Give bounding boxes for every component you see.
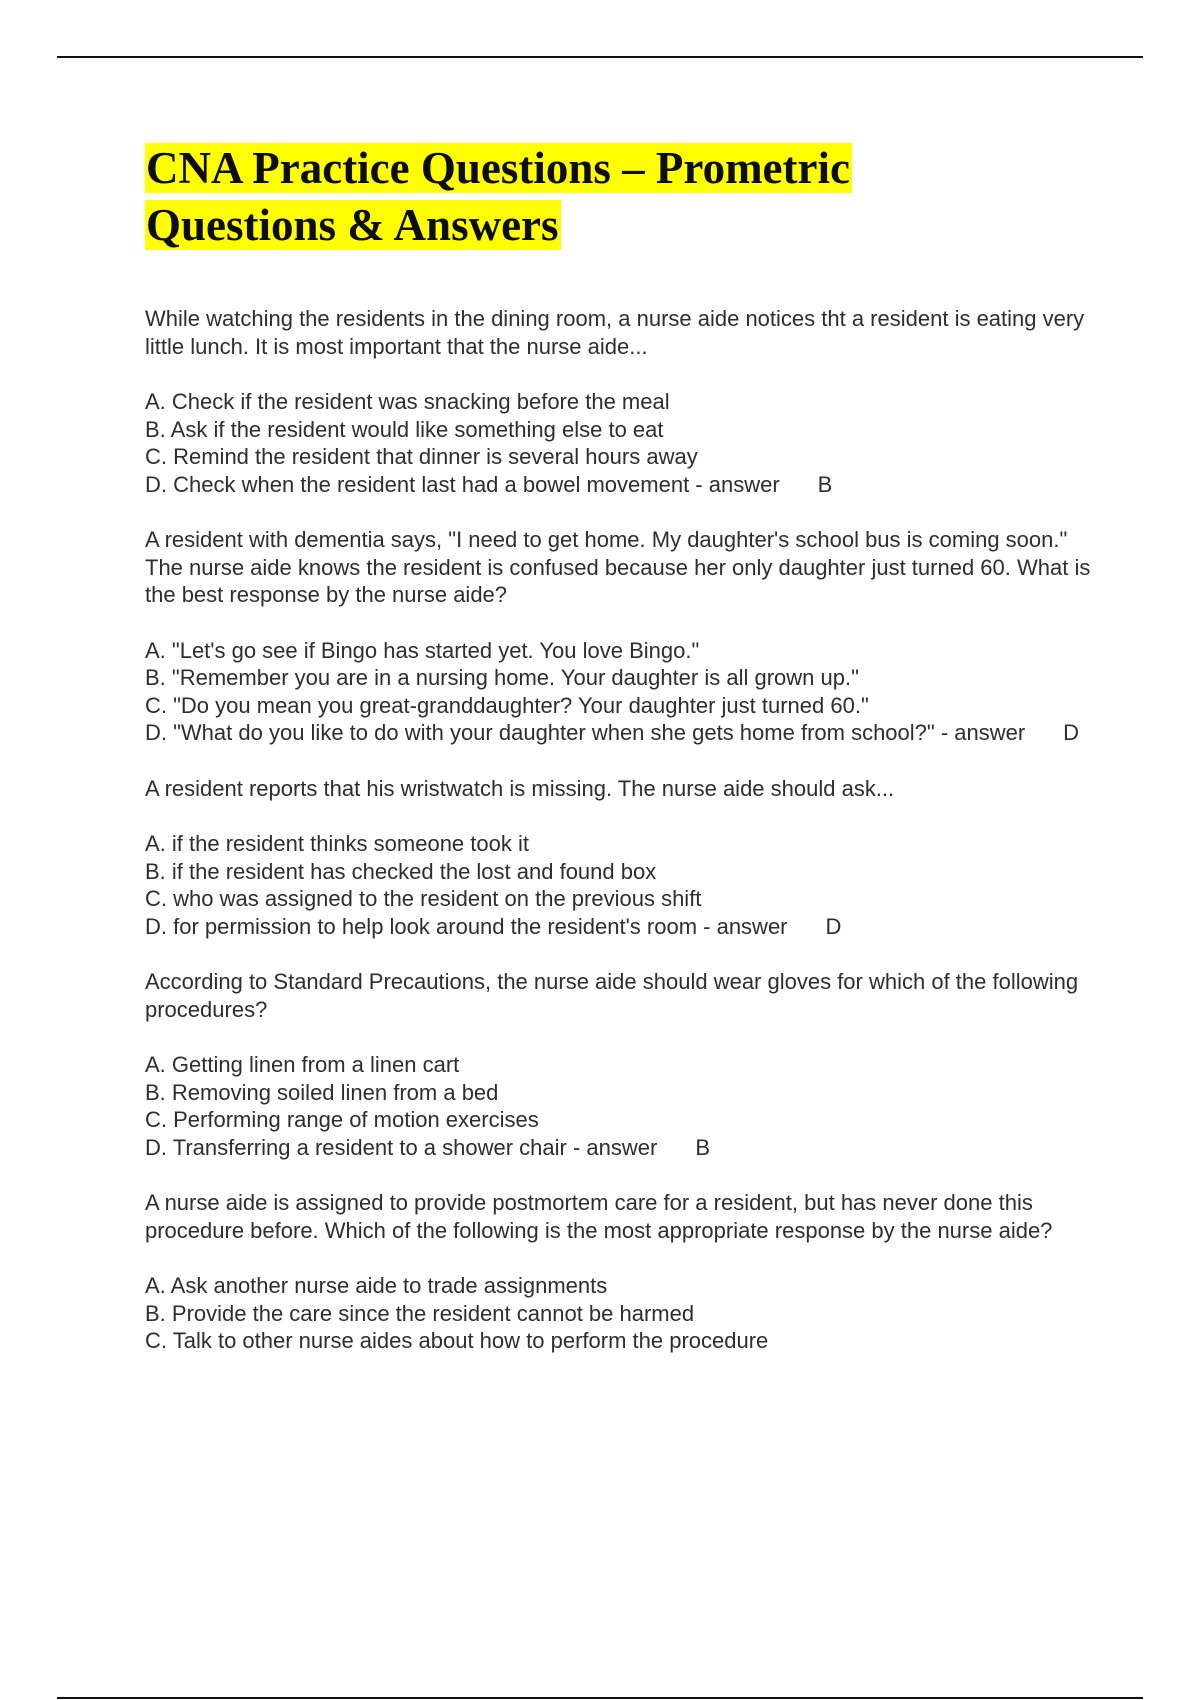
option-text: A. Getting linen from a linen cart [145, 1052, 460, 1077]
option-list [145, 1051, 1095, 1161]
footer-rule [57, 1697, 1143, 1699]
option-text: B. "Remember you are in a nursing home. Your daughter is all grown up." [145, 665, 859, 690]
question-block [145, 526, 1095, 747]
option-item [145, 1051, 1095, 1079]
document-title [145, 140, 1095, 254]
question-stem: A resident with dementia says, "I need to get home. My daughter's school bus is coming soon." The nurse aide knows the resident is confused because her only daughter just turned 60. What is the best response by the nurse aide? [145, 527, 1091, 607]
question-stem: While watching the residents in the dining room, a nurse aide notices tht a resident is eating very little lunch. It is most important that the nurse aide... [145, 306, 1085, 359]
option-text: C. "Do you mean you great-granddaughter? Your daughter just turned 60." [145, 692, 869, 718]
option-item [145, 719, 1095, 747]
question-block [145, 968, 1095, 1161]
answer-letter: B [695, 1134, 711, 1160]
option-text: D. Transferring a resident to a shower chair - answer [145, 1134, 658, 1160]
title-line-1: CNA Practice Questions – Prometric [146, 143, 850, 193]
option-text: B. Removing soiled linen from a bed [145, 1079, 499, 1105]
option-item [145, 885, 1095, 913]
option-item [145, 388, 1095, 416]
option-item [145, 664, 1095, 692]
answer-letter: D [1063, 720, 1080, 745]
option-item [145, 443, 1095, 471]
option-item [145, 1106, 1095, 1134]
question-stem: A nurse aide is assigned to provide postmortem care for a resident, but has never done this procedure before. Which of the following is the most appropriate response by the nurse aide? [145, 1190, 1053, 1243]
option-text: A. if the resident thinks someone took it [145, 831, 529, 856]
option-item [145, 1300, 1095, 1328]
option-text: A. "Let's go see if Bingo has started yet. You love Bingo." [145, 637, 700, 663]
title-line-2: Questions & Answers [146, 200, 559, 250]
option-item [145, 1134, 1095, 1162]
option-text: D. Check when the resident last had a bowel movement - answer [145, 471, 780, 497]
question-list [145, 305, 1095, 1355]
document-body [145, 140, 1095, 1383]
option-list [145, 388, 1095, 498]
question-stem: According to Standard Precautions, the nurse aide should wear gloves for which of the following procedures? [145, 969, 1079, 1022]
option-item [145, 471, 1095, 499]
option-text: B. Ask if the resident would like something else to eat [145, 416, 664, 442]
answer-letter: B [817, 471, 833, 497]
option-text: B. Provide the care since the resident cannot be harmed [145, 1300, 695, 1326]
option-list [145, 637, 1095, 747]
option-item [145, 1327, 1095, 1355]
option-item [145, 1272, 1095, 1300]
option-item [145, 830, 1095, 858]
option-text: C. who was assigned to the resident on the previous shift [145, 886, 702, 911]
question-block [145, 775, 1095, 941]
option-text: B. if the resident has checked the lost and found box [145, 858, 657, 884]
question-stem: A resident reports that his wristwatch is missing. The nurse aide should ask... [145, 775, 895, 801]
question-block [145, 305, 1095, 498]
option-item [145, 858, 1095, 886]
option-list [145, 830, 1095, 940]
option-text: C. Remind the resident that dinner is several hours away [145, 444, 698, 469]
answer-letter: D [825, 913, 842, 939]
option-item [145, 1079, 1095, 1107]
question-block [145, 1189, 1095, 1355]
option-item [145, 692, 1095, 720]
option-text: C. Talk to other nurse aides about how to perform the procedure [145, 1328, 769, 1353]
option-item [145, 913, 1095, 941]
option-item [145, 416, 1095, 444]
option-text: A. Check if the resident was snacking before the meal [145, 389, 670, 414]
option-text: D. for permission to help look around the resident's room - answer [145, 913, 788, 939]
option-item [145, 637, 1095, 665]
option-text: C. Performing range of motion exercises [145, 1107, 539, 1132]
header-rule [57, 56, 1143, 58]
option-list [145, 1272, 1095, 1355]
option-text: D. "What do you like to do with your daughter when she gets home from school?" - answer [145, 720, 1026, 745]
option-text: A. Ask another nurse aide to trade assignments [145, 1273, 608, 1298]
